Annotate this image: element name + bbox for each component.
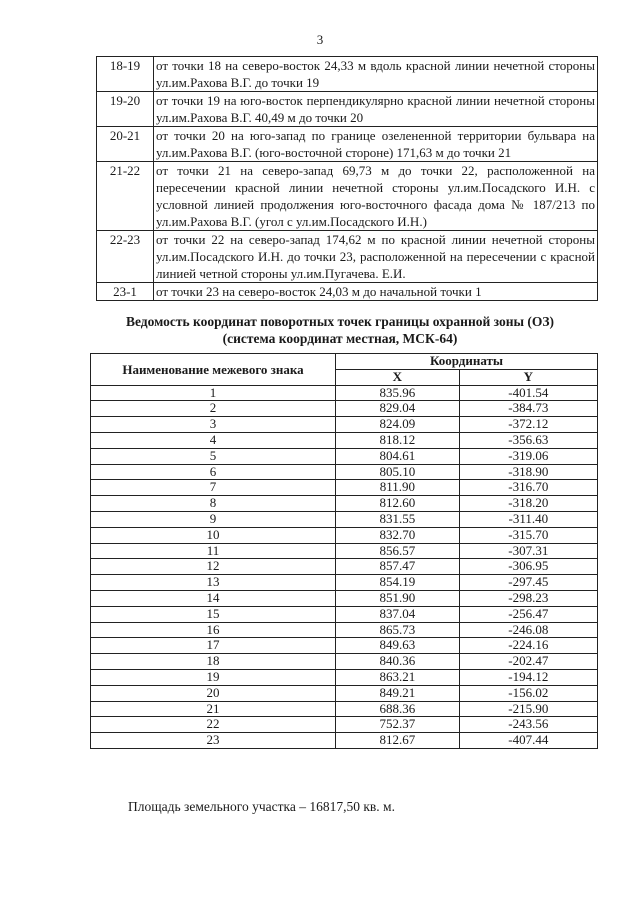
coord-x: 831.55 <box>336 511 460 527</box>
marker-number: 16 <box>91 622 336 638</box>
marker-number: 21 <box>91 701 336 717</box>
header-x: X <box>336 369 460 385</box>
coord-x: 812.67 <box>336 733 460 749</box>
coord-y: -401.54 <box>459 385 597 401</box>
coord-y: -156.02 <box>459 685 597 701</box>
coord-x: 863.21 <box>336 669 460 685</box>
coord-y: -297.45 <box>459 575 597 591</box>
segment-code: 23-1 <box>97 283 154 301</box>
marker-number: 19 <box>91 669 336 685</box>
coord-x: 865.73 <box>336 622 460 638</box>
coord-y: -315.70 <box>459 527 597 543</box>
coord-y: -407.44 <box>459 733 597 749</box>
coord-x: 837.04 <box>336 606 460 622</box>
marker-number: 5 <box>91 448 336 464</box>
coord-x: 840.36 <box>336 654 460 670</box>
coord-y: -372.12 <box>459 417 597 433</box>
coord-x: 849.63 <box>336 638 460 654</box>
marker-number: 2 <box>91 401 336 417</box>
coord-y: -215.90 <box>459 701 597 717</box>
header-y: Y <box>459 369 597 385</box>
coord-row <box>91 432 598 448</box>
coord-y: -298.23 <box>459 590 597 606</box>
coord-x: 832.70 <box>336 527 460 543</box>
coords-heading <box>60 313 620 347</box>
coord-x: 752.37 <box>336 717 460 733</box>
coord-y: -356.63 <box>459 432 597 448</box>
coord-row <box>91 669 598 685</box>
marker-number: 4 <box>91 432 336 448</box>
marker-number: 11 <box>91 543 336 559</box>
coord-row <box>91 622 598 638</box>
marker-number: 15 <box>91 606 336 622</box>
coord-y: -311.40 <box>459 511 597 527</box>
coord-y: -307.31 <box>459 543 597 559</box>
marker-number: 22 <box>91 717 336 733</box>
segment-code: 18-19 <box>97 57 154 92</box>
coord-row <box>91 701 598 717</box>
segment-description: от точки 18 на северо-восток 24,33 м вдоль красной линии нечетной стороны ул.им.Рахова В.Г. до точки 19 <box>154 57 598 92</box>
segment-row <box>97 231 598 283</box>
coord-row <box>91 480 598 496</box>
segment-row <box>97 162 598 231</box>
marker-number: 7 <box>91 480 336 496</box>
area-note: Площадь земельного участка – 16817,50 кв. м. <box>128 799 395 814</box>
segment-code: 21-22 <box>97 162 154 231</box>
coord-y: -316.70 <box>459 480 597 496</box>
coord-y: -318.20 <box>459 496 597 512</box>
marker-number: 6 <box>91 464 336 480</box>
coord-row <box>91 685 598 701</box>
segment-code: 19-20 <box>97 92 154 127</box>
coord-row <box>91 606 598 622</box>
coord-x: 812.60 <box>336 496 460 512</box>
coord-y: -318.90 <box>459 464 597 480</box>
coord-row <box>91 496 598 512</box>
marker-number: 10 <box>91 527 336 543</box>
coords-heading-line1: Ведомость координат поворотных точек границы охранной зоны (ОЗ) <box>125 314 555 329</box>
segment-row <box>97 283 598 301</box>
coord-y: -306.95 <box>459 559 597 575</box>
coord-row <box>91 543 598 559</box>
coord-row <box>91 511 598 527</box>
coord-y: -256.47 <box>459 606 597 622</box>
coord-x: 805.10 <box>336 464 460 480</box>
coord-y: -202.47 <box>459 654 597 670</box>
coord-row <box>91 527 598 543</box>
coord-x: 854.19 <box>336 575 460 591</box>
marker-number: 13 <box>91 575 336 591</box>
marker-number: 8 <box>91 496 336 512</box>
coord-x: 811.90 <box>336 480 460 496</box>
coord-row <box>91 590 598 606</box>
segment-description: от точки 20 на юго-запад по границе озелененной территории бульвара на ул.им.Рахова В.Г. (юго-восточной стороне) 171,63 м до точки 21 <box>154 127 598 162</box>
segment-code: 20-21 <box>97 127 154 162</box>
segment-row <box>97 92 598 127</box>
coord-x: 851.90 <box>336 590 460 606</box>
coord-x: 857.47 <box>336 559 460 575</box>
coord-row <box>91 559 598 575</box>
coord-y: -243.56 <box>459 717 597 733</box>
coord-x: 829.04 <box>336 401 460 417</box>
segment-description: от точки 23 на северо-восток 24,03 м до начальной точки 1 <box>154 283 598 301</box>
marker-number: 1 <box>91 385 336 401</box>
coord-row <box>91 464 598 480</box>
segment-code: 22-23 <box>97 231 154 283</box>
coord-x: 824.09 <box>336 417 460 433</box>
segment-description: от точки 22 на северо-запад 174,62 м по красной линии нечетной стороны ул.им.Посадского И.Н. до точки 23, расположенной на пересечении с красной линией четной стороны ул.им.Пугачева. Е.И. <box>154 231 598 283</box>
coord-x: 818.12 <box>336 432 460 448</box>
coord-y: -246.08 <box>459 622 597 638</box>
coords-heading-line2: (система координат местная, МСК-64) <box>222 331 458 346</box>
coord-row <box>91 638 598 654</box>
boundary-segments-table <box>96 56 598 301</box>
coord-row <box>91 575 598 591</box>
coord-y: -319.06 <box>459 448 597 464</box>
segment-description: от точки 21 на северо-запад 69,73 м до точки 22, расположенной на пересечении красной линии нечетной стороны ул.им.Посадского И.Н. с условной линией продолжения юго-восточного фасада дома № 187/213 по ул.им.Рахова В.Г. (угол с ул.им.Посадского И.Н.) <box>154 162 598 231</box>
coordinates-table <box>90 353 598 749</box>
page-number: 3 <box>316 32 324 47</box>
marker-number: 3 <box>91 417 336 433</box>
coord-row <box>91 448 598 464</box>
coord-row <box>91 417 598 433</box>
marker-number: 18 <box>91 654 336 670</box>
segment-row <box>97 57 598 92</box>
coord-y: -384.73 <box>459 401 597 417</box>
header-coordinates: Координаты <box>336 354 598 370</box>
segment-description: от точки 19 на юго-восток перпендикулярно красной линии нечетной стороны ул.им.Рахова В.Г. 40,49 м до точки 20 <box>154 92 598 127</box>
marker-number: 20 <box>91 685 336 701</box>
coord-row <box>91 733 598 749</box>
segment-row <box>97 127 598 162</box>
coord-y: -194.12 <box>459 669 597 685</box>
coord-row <box>91 654 598 670</box>
marker-number: 12 <box>91 559 336 575</box>
coord-row <box>91 385 598 401</box>
coord-x: 849.21 <box>336 685 460 701</box>
coord-x: 688.36 <box>336 701 460 717</box>
header-marker-name: Наименование межевого знака <box>91 354 336 386</box>
marker-number: 17 <box>91 638 336 654</box>
coord-row <box>91 401 598 417</box>
coord-x: 835.96 <box>336 385 460 401</box>
marker-number: 23 <box>91 733 336 749</box>
coord-row <box>91 717 598 733</box>
coord-y: -224.16 <box>459 638 597 654</box>
coord-x: 856.57 <box>336 543 460 559</box>
marker-number: 14 <box>91 590 336 606</box>
marker-number: 9 <box>91 511 336 527</box>
coord-x: 804.61 <box>336 448 460 464</box>
